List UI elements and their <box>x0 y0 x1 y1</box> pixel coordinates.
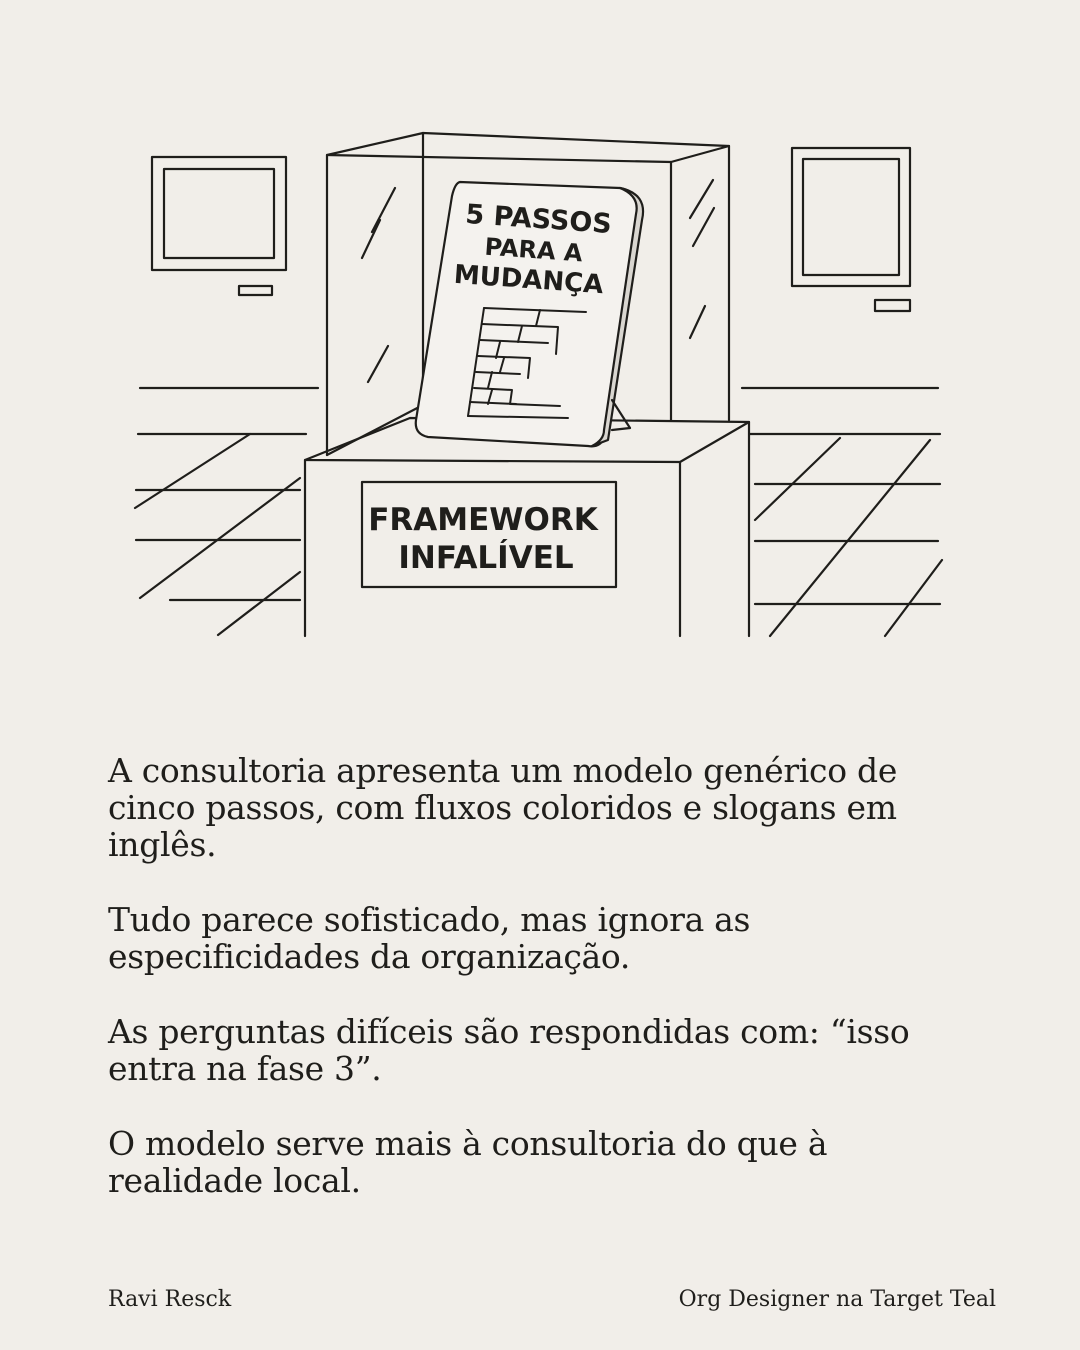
paragraph-1 <box>108 752 968 863</box>
paragraph-3-line-2: entra na fase 3”. <box>108 1049 382 1088</box>
left-picture-frame <box>152 157 286 295</box>
footer-author: Ravi Resck <box>108 1287 232 1312</box>
tablet-title-line-3: MUDANÇA <box>452 259 605 301</box>
plaque-line-2: INFALÍVEL <box>398 540 574 576</box>
paragraph-2-line-1: Tudo parece sofisticado, mas ignora as <box>108 900 751 939</box>
paragraph-1-line-1: A consultoria apresenta um modelo genérico de <box>108 751 898 790</box>
paragraph-4-line-2: realidade local. <box>108 1161 361 1200</box>
floor-right <box>742 388 942 636</box>
footer-role: Org Designer na Target Teal <box>678 1287 996 1312</box>
body-text <box>108 752 968 1237</box>
paragraph-2 <box>108 901 968 975</box>
paragraph-4 <box>108 1125 968 1199</box>
paragraph-1-line-2: cinco passos, com fluxos coloridos e slogans em <box>108 788 897 827</box>
paragraph-4-line-1: O modelo serve mais à consultoria do que à <box>108 1124 828 1163</box>
paragraph-2-line-2: especificidades da organização. <box>108 937 631 976</box>
floor-left <box>135 388 318 635</box>
tablet-title-line-2: PARA A <box>483 232 584 268</box>
right-picture-frame <box>792 148 910 311</box>
plaque-line-1: FRAMEWORK <box>368 502 598 538</box>
tablet-title-line-1: 5 PASSOS <box>464 198 613 241</box>
paragraph-1-line-3: inglês. <box>108 825 217 864</box>
paragraph-3-line-1: As perguntas difíceis são respondidas com: “isso <box>108 1012 910 1051</box>
paragraph-3 <box>108 1013 968 1087</box>
